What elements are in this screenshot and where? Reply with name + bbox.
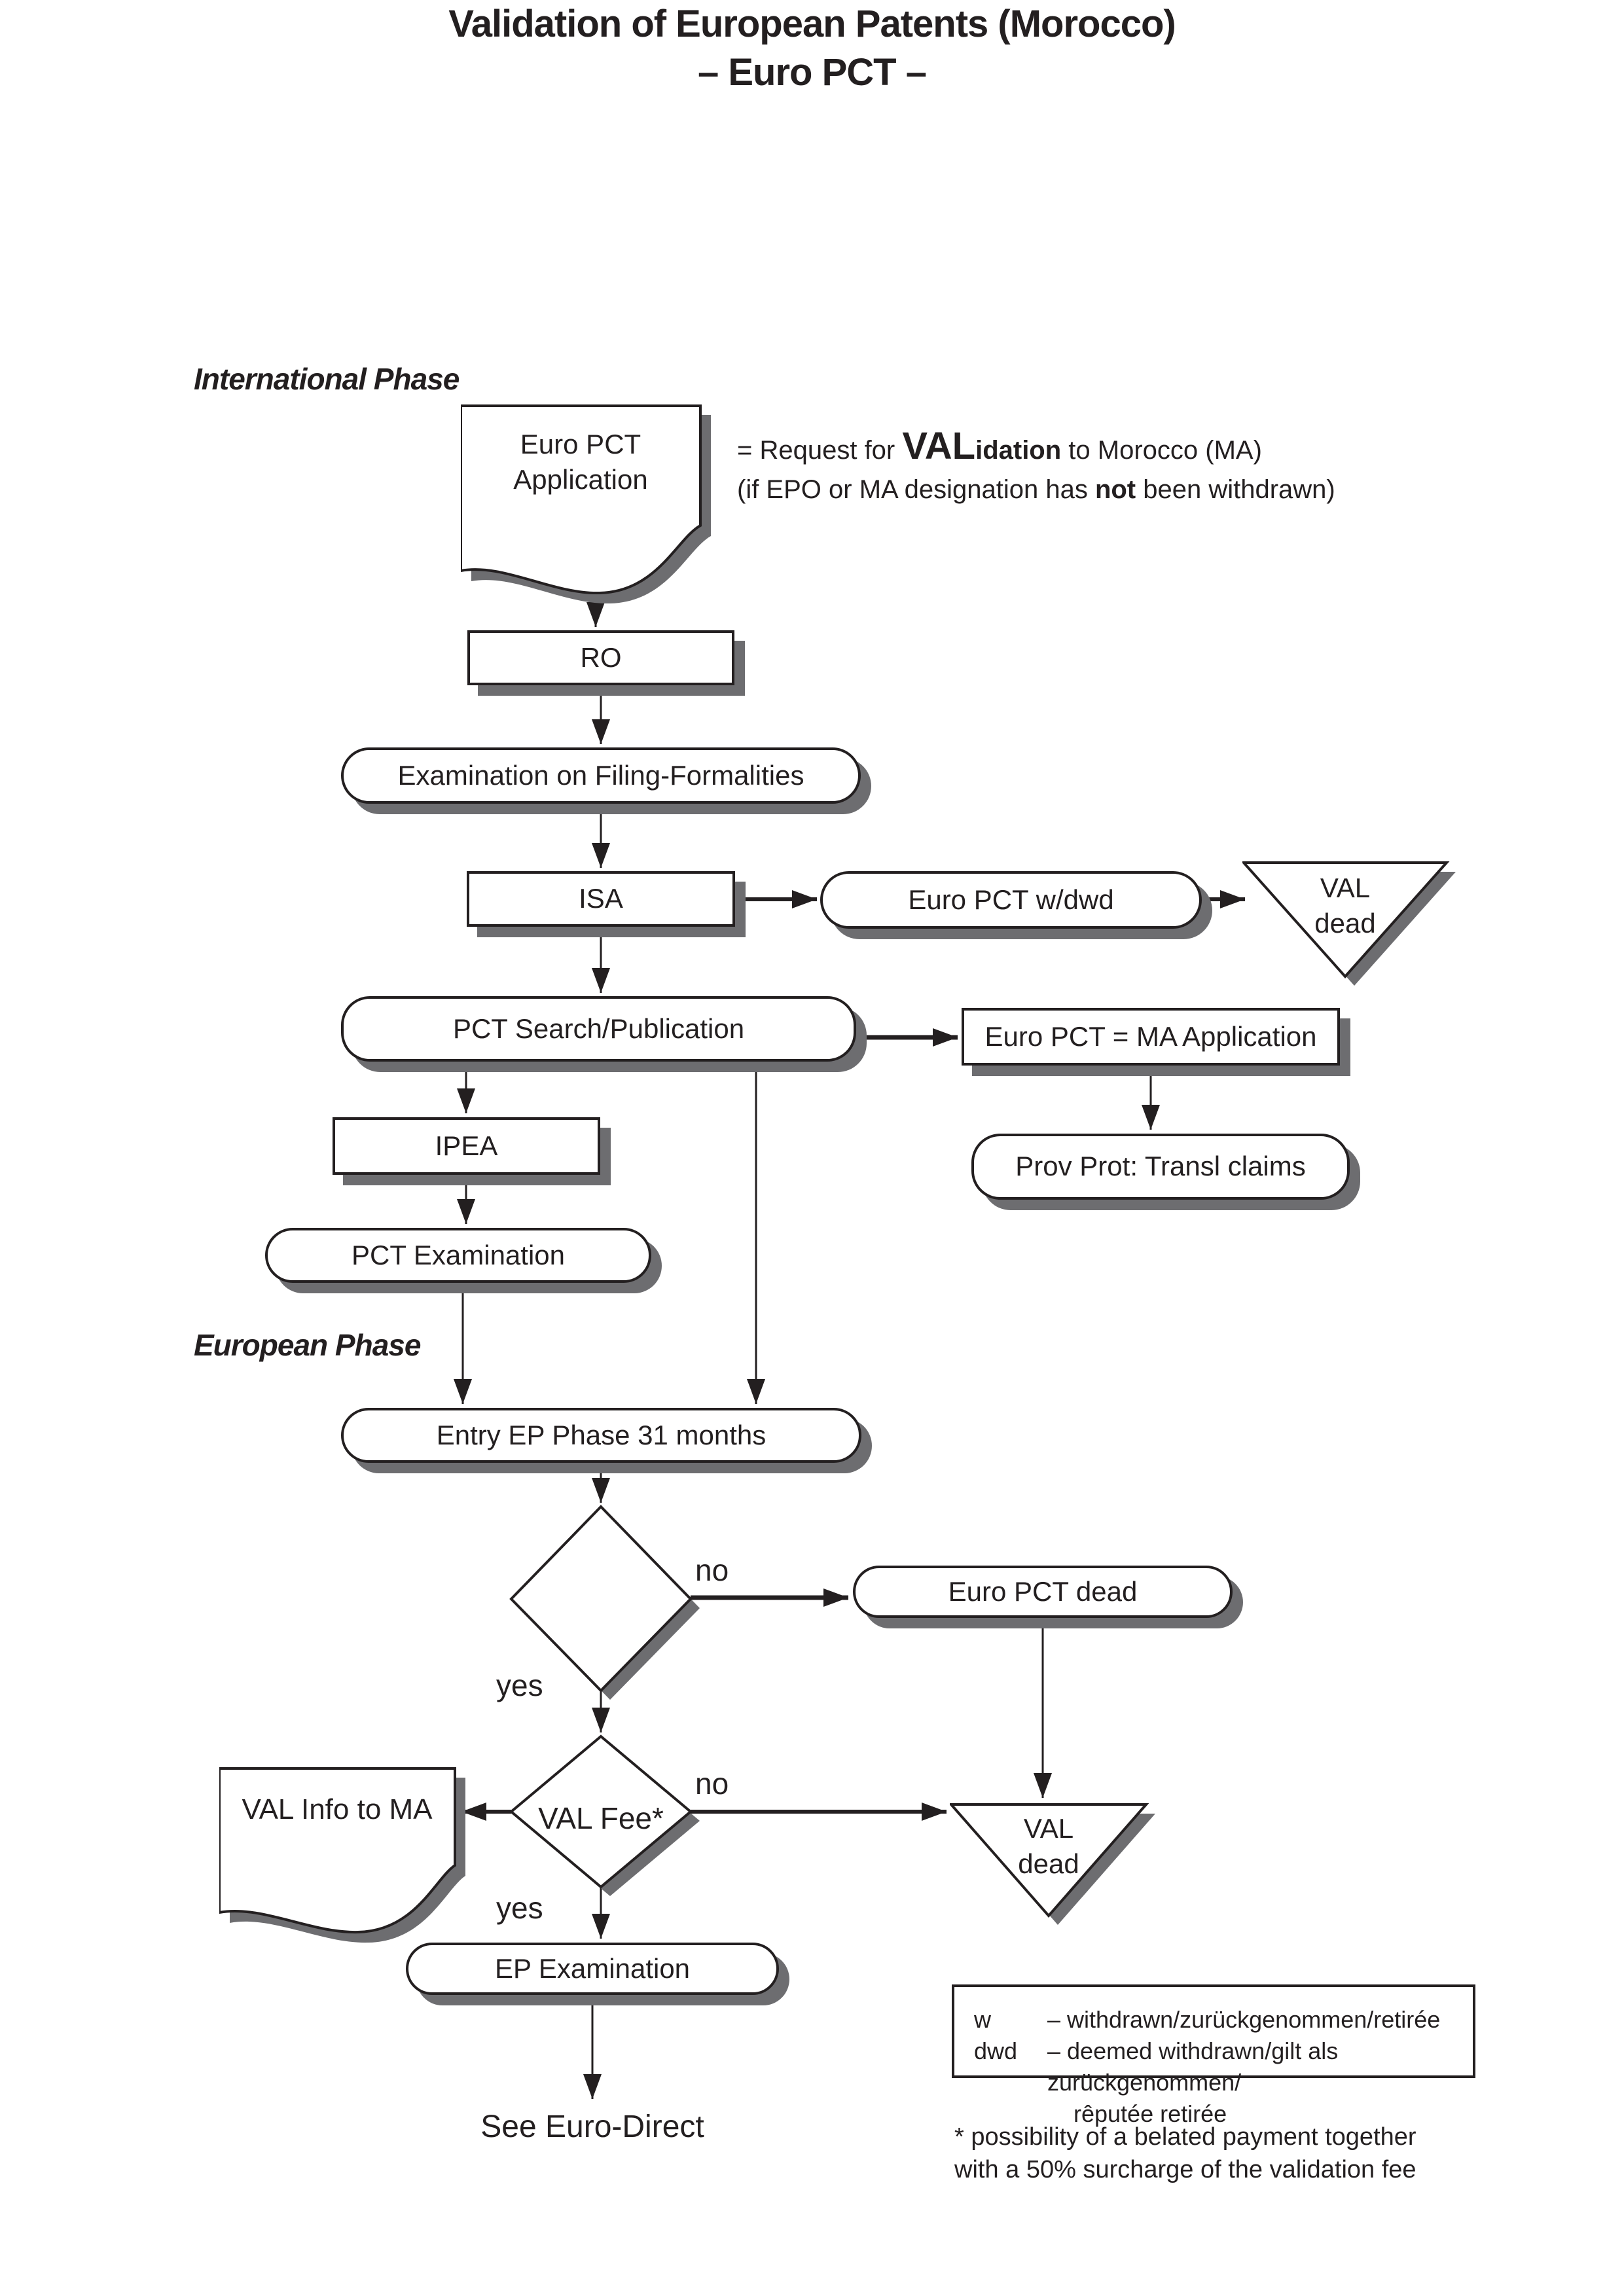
val-dead-bottom-line1: VAL (1023, 1813, 1074, 1844)
annotation-cond-prefix: (if EPO or MA designation has (737, 475, 1095, 504)
node-ro (467, 630, 734, 685)
pct-examination-label: PCT Examination (351, 1239, 566, 1270)
node-val-dead-bottom (950, 1803, 1159, 1934)
legend-text-dwd-line2: rêputée retirée (1074, 2100, 1227, 2127)
euro-pct-application-line1: Euro PCT (520, 429, 641, 459)
ro-label: RO (580, 641, 622, 673)
annotation-to-suffix: to Morocco (MA) (1061, 436, 1262, 465)
page-title-line2: – Euro PCT – (698, 51, 926, 94)
euro-pct-dead-label: Euro PCT dead (948, 1575, 1138, 1607)
node-euro-pct-ma (962, 1008, 1340, 1066)
node-ep-examination (406, 1943, 779, 1995)
euro-pct-application-line2: Application (513, 464, 648, 495)
legend-row-w (974, 2004, 1460, 2036)
legend-row-dwd (974, 2036, 1460, 2130)
val-info-label: VAL Info to MA (242, 1793, 433, 1825)
annotation-val-emph: VAL (902, 425, 976, 467)
european-phase-label: European Phase (194, 1328, 421, 1362)
validation-annotation-line1 (737, 427, 1335, 470)
node-pct-examination (265, 1228, 651, 1283)
node-euro-pct-dead (853, 1566, 1233, 1618)
val-dead-bottom-line2: dead (1018, 1848, 1079, 1879)
euro-pct-application-label (461, 427, 700, 497)
footnote (954, 2121, 1416, 2186)
examination-filing-label: Examination on Filing-Formalities (397, 759, 804, 791)
legend-box (952, 1984, 1475, 2127)
node-prov-prot (971, 1134, 1350, 1200)
legend-text-dwd-line1: – deemed withdrawn/gilt als zurückgenommen/ (1047, 2037, 1339, 2096)
euro-pct-ma-label: Euro PCT = MA Application (984, 1020, 1317, 1052)
validation-annotation-line2 (737, 470, 1335, 509)
val-dead-bottom-label (950, 1811, 1147, 1882)
annotation-eq-prefix: = Request for (737, 436, 903, 465)
branch-yes-bottom: yes (496, 1891, 543, 1925)
isa-label: ISA (579, 883, 623, 914)
euro-pct-wdwd-label: Euro PCT w/dwd (908, 884, 1114, 915)
legend-text-dwd (1047, 2036, 1460, 2130)
prov-prot-label: Prov Prot: Transl claims (1015, 1151, 1306, 1182)
val-dead-top-label (1242, 870, 1448, 941)
branch-yes-top: yes (496, 1668, 543, 1702)
node-val-fee (498, 1723, 717, 1913)
validation-annotation (737, 427, 1335, 509)
ep-examination-label: EP Examination (494, 1952, 691, 1984)
node-ipea (333, 1117, 600, 1175)
entry-ep-label: Entry EP Phase 31 months (436, 1419, 767, 1450)
annotation-val-suffix: idation (975, 436, 1062, 465)
node-euro-pct-wdwd (820, 871, 1202, 929)
legend-key-w: w (974, 2006, 991, 2033)
branch-no-bottom: no (695, 1767, 729, 1801)
see-euro-direct-label: See Euro-Direct (480, 2109, 704, 2144)
node-isa (467, 871, 735, 927)
page-title-line1: Validation of European Patents (Morocco) (448, 3, 1176, 45)
val-dead-top-line1: VAL (1320, 872, 1371, 903)
node-pct-search (341, 996, 856, 1062)
footnote-line2: with a 50% surcharge of the validation fee (954, 2156, 1416, 2183)
val-fee-label: VAL Fee* (538, 1801, 664, 1835)
val-dead-top-line2: dead (1314, 908, 1376, 939)
international-phase-label: International Phase (194, 362, 460, 396)
legend-text-w: – withdrawn/zurückgenommen/retirée (1047, 2006, 1441, 2033)
legend-key-dwd: dwd (974, 2037, 1018, 2064)
ipea-label: IPEA (435, 1130, 498, 1161)
node-euro-pct-application (461, 404, 723, 620)
node-examination-filing (341, 747, 861, 804)
pct-search-label: PCT Search/Publication (452, 1013, 745, 1044)
branch-no-top: no (695, 1553, 729, 1587)
node-val-info (219, 1767, 481, 1964)
annotation-cond-suffix: been withdrawn) (1136, 475, 1335, 504)
annotation-cond-bold: not (1094, 475, 1136, 504)
footnote-line1: * possibility of a belated payment together (954, 2123, 1416, 2151)
node-val-dead-top (1242, 861, 1458, 992)
node-entry-ep (341, 1408, 861, 1463)
